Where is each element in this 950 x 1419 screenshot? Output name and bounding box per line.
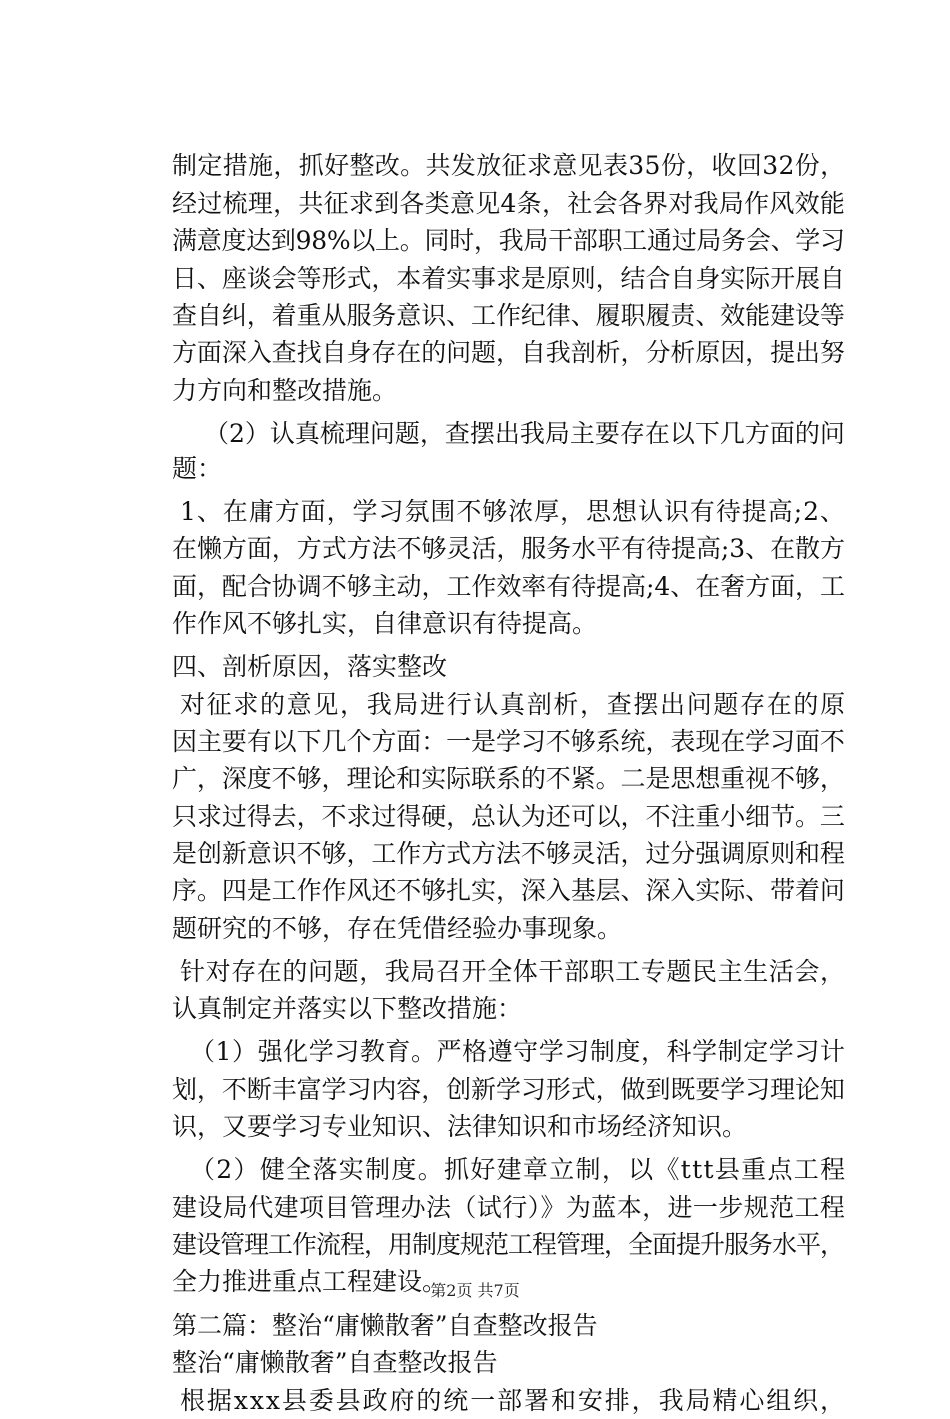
text-line (0, 494, 950, 530)
text-line-content: 题： (172, 454, 223, 483)
text-line (0, 298, 950, 334)
text-line-content: 序。四是工作作风还不够扎实，深入基层、深入实际、带着问 (172, 876, 845, 905)
text-line (0, 836, 950, 872)
text-line (0, 1227, 950, 1263)
text-line-content: 根据xxx县委县政府的统一部署和安排，我局精心组织， (180, 1386, 847, 1415)
text-line (0, 761, 950, 797)
text-line-content: 建设局代建项目管理办法（试行）》为蓝本，进一步规范工程 (172, 1193, 846, 1222)
text-line-content: （2）认真梳理问题，查摆出我局主要存在以下几方面的问 (204, 419, 845, 448)
text-line (0, 724, 950, 760)
text-line (0, 1072, 950, 1108)
text-line-content: 全力推进重点工程建设。 (172, 1267, 448, 1296)
text-line-content: 方面深入查找自身存在的问题，自我剖析，分析原因，提出努 (172, 338, 845, 367)
text-line (0, 954, 950, 990)
text-line (0, 569, 950, 605)
text-line (0, 186, 950, 222)
text-line (0, 373, 950, 409)
text-line (0, 1034, 950, 1070)
text-line-content: （2）健全落实制度。抓好建章立制，以《ttt县重点工程 (190, 1155, 847, 1184)
text-line (0, 1152, 950, 1188)
text-line-content: 认真制定并落实以下整改措施： (172, 994, 523, 1023)
text-line (0, 261, 950, 297)
text-line-content: 建设管理工作流程，用制度规范工程管理，全面提升服务水平， (172, 1230, 845, 1259)
text-line-content: 日、座谈会等形式，本着实事求是原则，结合自身实际开展自 (172, 264, 845, 293)
text-line (0, 649, 950, 685)
text-line (0, 1383, 950, 1419)
text-line (0, 1109, 950, 1145)
text-line-content: 对征求的意见，我局进行认真剖析，查摆出问题存在的原 (180, 690, 847, 719)
text-line-content: 广，深度不够，理论和实际联系的不紧。二是思想重视不够， (172, 764, 845, 793)
text-line-content: 制定措施，抓好整改。共发放征求意见表35份，收回32份， (172, 151, 846, 180)
text-line (0, 1308, 950, 1344)
text-line-content: 第二篇：整治“庸懒散奢”自查整改报告 (172, 1311, 598, 1340)
text-line (0, 1190, 950, 1226)
text-line-content: 面，配合协调不够主动，工作效率有待提高;4、在奢方面，工 (172, 572, 845, 601)
text-line (0, 991, 950, 1027)
text-line-content: 力方向和整改措施。 (172, 376, 398, 405)
text-line-content: 是创新意识不够，工作方式方法不够灵活，过分强调原则和程 (172, 839, 845, 868)
text-line (0, 1345, 950, 1381)
text-line-content: 整治“庸懒散奢”自查整改报告 (172, 1348, 498, 1377)
text-line-content: 题研究的不够，存在凭借经验办事现象。 (172, 914, 623, 943)
text-line-content: （1）强化学习教育。严格遵守学习制度，科学制定学习计 (190, 1037, 846, 1066)
text-line-content: 作作风不够扎实，自律意识有待提高。 (172, 609, 598, 638)
text-line-content: 查自纠，着重从服务意识、工作纪律、履职履责、效能建设等 (172, 301, 845, 330)
text-line-content: 经过梳理，共征求到各类意见4条，社会各界对我局作风效能 (172, 189, 846, 218)
text-line-content: 在懒方面，方式方法不够灵活，服务水平有待提高;3、在散方 (172, 534, 845, 563)
text-line (0, 451, 950, 487)
text-line (0, 911, 950, 947)
text-line (0, 531, 950, 567)
text-line (0, 148, 950, 184)
text-line-content: 四、剖析原因，落实整改 (172, 652, 448, 681)
text-line (0, 416, 950, 452)
text-line (0, 223, 950, 259)
text-line-content: 针对存在的问题，我局召开全体干部职工专题民主生活会， (180, 957, 846, 986)
text-line (0, 873, 950, 909)
text-line (0, 335, 950, 371)
text-line-content: 满意度达到98%以上。同时，我局干部职工通过局务会、学习 (172, 226, 845, 255)
text-line-content: 识，又要学习专业知识、法律知识和市场经济知识。 (172, 1112, 748, 1141)
text-line-content: 只求过得去，不求过得硬，总认为还可以，不注重小细节。三 (172, 802, 845, 831)
text-line (0, 687, 950, 723)
text-line-content: 1、在庸方面，学习氛围不够浓厚，思想认识有待提高;2、 (180, 497, 846, 526)
page-footer: 第2页 共7页 (430, 1281, 520, 1300)
text-line (0, 606, 950, 642)
text-line-content: 因主要有以下几个方面：一是学习不够系统，表现在学习面不 (172, 727, 845, 756)
text-line (0, 799, 950, 835)
text-line-content: 划，不断丰富学习内容，创新学习形式，做到既要学习理论知 (172, 1075, 845, 1104)
